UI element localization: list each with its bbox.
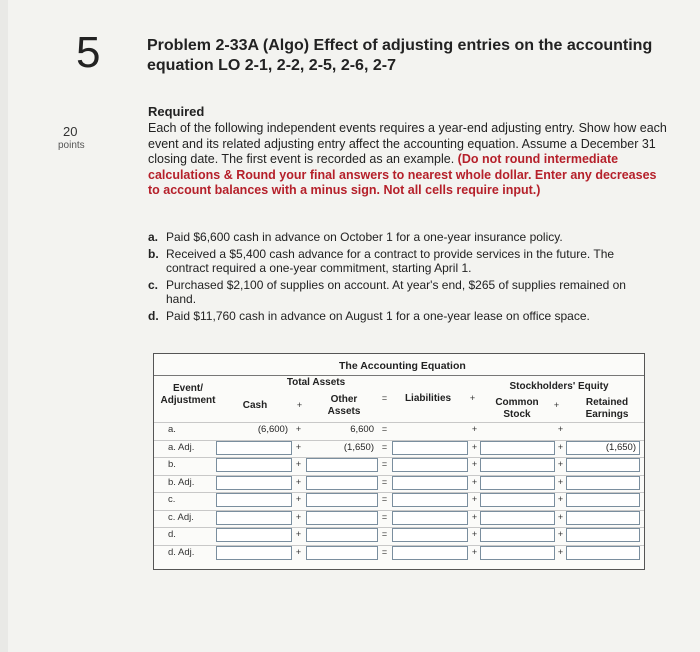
plus-operator: + xyxy=(295,511,302,522)
instructions-emphasis: (Do not round intermediate calculations & Round your final answers to nearest whole dollar. Enter any decreases to account balances with a minus sign. Not all cells require input.) xyxy=(148,152,657,197)
cs-cell[interactable] xyxy=(480,546,555,560)
equals-operator: = xyxy=(381,424,388,434)
points-value: 20 xyxy=(63,124,78,139)
plus-operator: + xyxy=(471,424,478,434)
other-cell[interactable] xyxy=(306,493,378,507)
re-cell[interactable] xyxy=(566,528,640,542)
liab-cell[interactable] xyxy=(392,458,468,472)
row-label: c. xyxy=(168,494,176,505)
plus-operator: + xyxy=(557,546,564,557)
row-label: b. Adj. xyxy=(168,476,195,488)
cs-cell[interactable] xyxy=(480,528,555,542)
row-label: b. xyxy=(168,459,176,470)
cash-cell[interactable] xyxy=(216,476,292,490)
event-text: Paid $6,600 cash in advance on October 1 for a one-year insurance policy. xyxy=(166,230,563,244)
equals-operator: = xyxy=(381,511,388,522)
plus-operator: + xyxy=(295,459,302,469)
instructions-text: Each of the following independent events requires a year-end adjusting entry. Show how each event and its related adjusting entry affect the accounting equation. Assume a December 31 closing date. The first event is recorded as an example. xyxy=(148,121,667,166)
cash-cell: (6,600) xyxy=(257,424,288,435)
cs-cell[interactable] xyxy=(480,441,555,455)
other-cell[interactable] xyxy=(306,511,378,525)
plus-operator: + xyxy=(471,441,478,452)
event-item xyxy=(148,309,648,324)
other-cell: 6,600 xyxy=(350,424,374,435)
cash-cell[interactable] xyxy=(216,493,292,507)
table-title: The Accounting Equation xyxy=(339,360,466,372)
cs-cell[interactable] xyxy=(480,511,555,525)
liabilities-header: Liabilities xyxy=(404,393,452,404)
question-number: 5 xyxy=(76,28,101,77)
event-adjustment-header: Event/ Adjustment xyxy=(160,383,216,406)
common-stock-header: Common Stock xyxy=(495,397,539,420)
plus-operator: + xyxy=(471,494,478,504)
plus-operator: + xyxy=(469,393,476,403)
plus-operator: + xyxy=(553,400,560,410)
re-cell xyxy=(566,423,640,437)
liab-cell[interactable] xyxy=(392,528,468,542)
cash-cell[interactable] xyxy=(216,441,292,455)
row-label: c. Adj. xyxy=(168,511,194,523)
plus-operator: + xyxy=(557,476,564,487)
row-label: d. xyxy=(168,529,176,540)
re-cell[interactable] xyxy=(566,476,640,490)
plus-operator: + xyxy=(557,529,564,539)
plus-operator: + xyxy=(295,424,302,434)
cash-cell[interactable] xyxy=(216,458,292,472)
event-text: Purchased $2,100 of supplies on account. At year's end, $265 of supplies remained on hand. xyxy=(166,277,626,306)
re-cell[interactable] xyxy=(566,511,640,525)
cs-cell xyxy=(480,423,555,437)
event-item xyxy=(148,230,648,245)
liab-cell[interactable] xyxy=(392,476,468,490)
equals-operator: = xyxy=(381,441,388,452)
total-assets-header: Total Assets xyxy=(286,377,346,388)
plus-operator: + xyxy=(557,494,564,504)
row-label: a. Adj. xyxy=(168,441,195,453)
equals-operator: = xyxy=(381,393,388,403)
plus-operator: + xyxy=(295,546,302,557)
plus-operator: + xyxy=(295,529,302,539)
cs-cell[interactable] xyxy=(480,493,555,507)
plus-operator: + xyxy=(471,529,478,539)
other-assets-header: Other Assets xyxy=(327,394,361,417)
equals-operator: = xyxy=(381,546,388,557)
row-label: d. Adj. xyxy=(168,546,195,558)
liab-cell[interactable] xyxy=(392,493,468,507)
event-letter: d. xyxy=(148,308,159,323)
re-cell[interactable] xyxy=(566,493,640,507)
liab-cell[interactable] xyxy=(392,511,468,525)
cash-cell[interactable] xyxy=(216,546,292,560)
equals-operator: = xyxy=(381,459,388,469)
equals-operator: = xyxy=(381,476,388,487)
other-cell[interactable] xyxy=(306,476,378,490)
liab-cell xyxy=(392,423,468,437)
other-cell: (1,650) xyxy=(343,441,374,453)
events-list xyxy=(148,230,648,325)
plus-operator: + xyxy=(295,441,302,452)
plus-operator: + xyxy=(295,494,302,504)
cs-cell[interactable] xyxy=(480,476,555,490)
event-item xyxy=(148,278,648,307)
cash-cell[interactable] xyxy=(216,528,292,542)
retained-earnings-header: Retained Earnings xyxy=(585,397,629,420)
accounting-equation-table xyxy=(153,353,645,570)
re-cell[interactable]: (1,650) xyxy=(566,441,640,455)
other-cell[interactable] xyxy=(306,458,378,472)
required-heading: Required xyxy=(148,104,205,119)
question-page xyxy=(8,0,700,652)
header-divider xyxy=(154,375,644,376)
plus-operator: + xyxy=(471,476,478,487)
equals-operator: = xyxy=(381,529,388,539)
plus-operator: + xyxy=(471,511,478,522)
cs-cell[interactable] xyxy=(480,458,555,472)
cash-cell[interactable] xyxy=(216,511,292,525)
other-cell[interactable] xyxy=(306,546,378,560)
plus-operator: + xyxy=(557,511,564,522)
event-item xyxy=(148,247,648,276)
event-letter: b. xyxy=(148,246,159,261)
points-label: points xyxy=(58,140,85,151)
plus-operator: + xyxy=(471,459,478,469)
plus-operator: + xyxy=(557,424,564,434)
re-cell[interactable] xyxy=(566,458,640,472)
liab-cell[interactable] xyxy=(392,546,468,560)
event-text: Received a $5,400 cash advance for a contract to provide services in the future. The contract required a one-year commitment, starting April 1. xyxy=(166,246,615,275)
plus-operator: + xyxy=(471,546,478,557)
cash-header: Cash xyxy=(242,400,268,411)
liab-cell[interactable] xyxy=(392,441,468,455)
other-cell[interactable] xyxy=(306,528,378,542)
plus-operator: + xyxy=(557,441,564,452)
stockholders-equity-header: Stockholders' Equity xyxy=(509,381,609,392)
plus-operator: + xyxy=(296,400,303,410)
event-text: Paid $11,760 cash in advance on August 1 for a one-year lease on office space. xyxy=(166,308,590,323)
instructions xyxy=(148,121,668,199)
row-label: a. xyxy=(168,424,176,435)
plus-operator: + xyxy=(557,459,564,469)
plus-operator: + xyxy=(295,476,302,487)
re-cell[interactable] xyxy=(566,546,640,560)
event-letter: c. xyxy=(148,277,159,292)
event-letter: a. xyxy=(148,230,159,244)
problem-title: Problem 2-33A (Algo) Effect of adjusting entries on the accounting equation LO 2-1, 2-2, 2-5, 2-6, 2-7 xyxy=(147,37,653,74)
equals-operator: = xyxy=(381,494,388,504)
